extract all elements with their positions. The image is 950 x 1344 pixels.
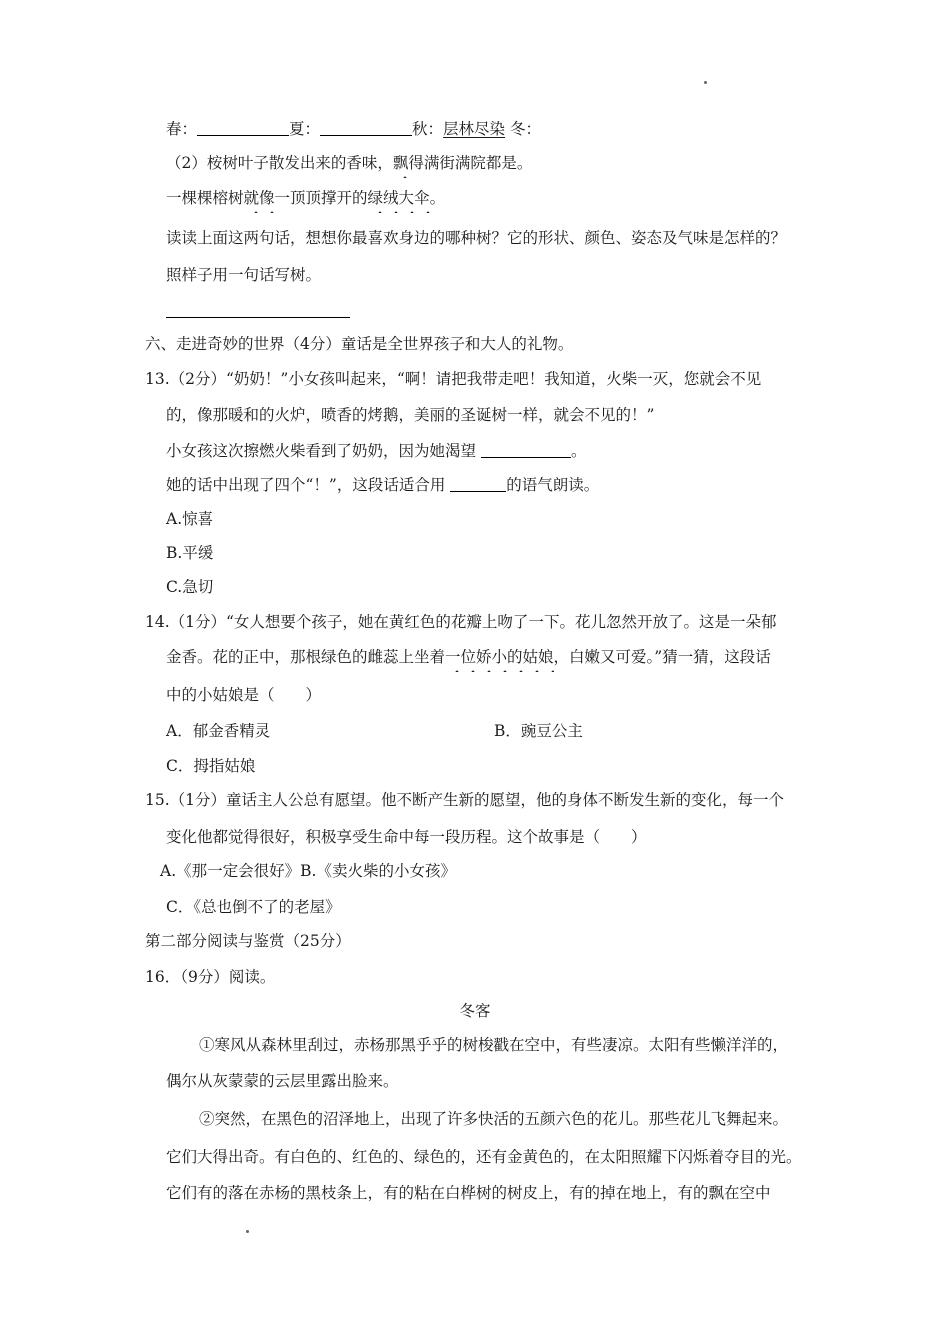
q13-blank-2[interactable] bbox=[450, 475, 506, 492]
paragraph-2-line-2: 它们大得出奇。有白色的、红色的、绿色的，还有金黄色的，在太阳照耀下闪烁着夺目的光。 bbox=[166, 1148, 802, 1166]
spring-label: 春： bbox=[166, 120, 198, 138]
dotted-word: 飘 bbox=[393, 154, 409, 178]
q16-header: 16．（9分）阅读。 bbox=[145, 968, 276, 986]
dotted-phrase: 一位娇小的姑娘 bbox=[445, 648, 554, 672]
q12-task-2: 照样子用一句话写树。 bbox=[166, 266, 322, 284]
passage-title: 冬客 bbox=[459, 1002, 491, 1020]
paragraph-2-line-3: 它们有的落在赤杨的黑枝条上，有的粘在白桦树的树皮上，有的掉在地上，有的飘在空中 bbox=[166, 1184, 771, 1202]
top-mark bbox=[704, 81, 707, 84]
part-2-heading: 第二部分阅读与鉴赏（25分） bbox=[145, 932, 351, 950]
bottom-mark bbox=[246, 1230, 249, 1233]
summer-blank bbox=[320, 119, 412, 136]
q14-option-a[interactable]: A．郁金香精灵 bbox=[166, 722, 271, 740]
q15-option-c[interactable]: C．《总也倒不了的老屋》 bbox=[166, 898, 341, 916]
q14-option-c[interactable]: C．拇指姑娘 bbox=[166, 757, 256, 775]
section-6-heading: 六、走进奇妙的世界（4分）童话是全世界孩子和大人的礼物。 bbox=[145, 335, 574, 353]
q14-option-b[interactable]: B．豌豆公主 bbox=[494, 722, 583, 740]
q15-line-1: 15.（1分）童话主人公总有愿望。他不断产生新的愿望，他的身体不断发生新的变化，每一个 bbox=[145, 791, 785, 809]
q14-line-2: 金香。花的正中，那根绿色的雌蕊上坐着一位娇小的姑娘，白嫩又可爱。”猜一猜，这段话 bbox=[166, 646, 771, 668]
winter-label: 冬： bbox=[510, 120, 542, 138]
q13-option-b[interactable]: B.平缓 bbox=[166, 544, 214, 562]
q15-line-2: 变化他都觉得很好，积极享受生命中每一段历程。这个故事是（ ） bbox=[166, 828, 647, 846]
autumn-answer: 层林尽染 bbox=[443, 120, 506, 138]
q14-line-3: 中的小姑娘是（ ） bbox=[166, 686, 322, 704]
dotted-word: 绿绒大伞 bbox=[368, 189, 430, 213]
q13-option-a[interactable]: A.惊喜 bbox=[166, 510, 214, 528]
q14-line-1: 14.（1分）“女人想要个孩子，她在黄红色的花瓣上吻了一下。花儿忽然开放了。这是一朵郁 bbox=[145, 613, 777, 631]
q13-line-1: 13.（2分）“奶奶！”小女孩叫起来，“啊！请把我带走吧！我知道，火柴一灭，您就会不见 bbox=[145, 370, 762, 388]
seasons-line bbox=[166, 118, 541, 140]
q13-option-c[interactable]: C.急切 bbox=[166, 578, 214, 596]
summer-label: 夏： bbox=[289, 120, 321, 138]
q12-answer-line[interactable] bbox=[166, 317, 350, 318]
q13-line-2: 的，像那暖和的火炉，喷香的烤鹅，美丽的圣诞树一样，就会不见的！” bbox=[166, 406, 655, 424]
autumn-label: 秋： bbox=[412, 120, 444, 138]
q13-line-3: 小女孩这次擦燃火柴看到了奶奶，因为她渴望 。 bbox=[166, 442, 587, 460]
paragraph-1-line-1: ①寒风从森林里刮过，赤杨那黑乎乎的树梭戳在空中，有些凄凉。太阳有些懒洋洋的， bbox=[199, 1036, 789, 1054]
paragraph-1-line-2: 偶尔从灰蒙蒙的云层里露出脸来。 bbox=[166, 1072, 399, 1090]
q12-sentence-3: 一棵棵榕树就像一顶顶撑开的绿绒大伞。 bbox=[166, 187, 445, 209]
q13-line-4: 她的话中出现了四个“！”，这段话适合用 的语气朗读。 bbox=[166, 476, 600, 494]
q12-task-1: 读读上面这两句话，想想你最喜欢身边的哪种树？它的形状、颜色、姿态及气味是怎样的？ bbox=[166, 229, 787, 247]
dotted-word: 就像 bbox=[244, 189, 275, 213]
spring-blank bbox=[197, 119, 289, 136]
paragraph-2-line-1: ②突然，在黑色的沼泽地上，出现了许多快活的五颜六色的花儿。那些花儿飞舞起来。 bbox=[199, 1110, 789, 1128]
q15-option-ab[interactable]: A.《那一定会很好》B.《卖火柴的小女孩》 bbox=[160, 862, 456, 880]
q13-blank-1[interactable] bbox=[481, 441, 571, 458]
q12-sentence-2: （2）桉树叶子散发出来的香味，飘得满街满院都是。 bbox=[166, 152, 532, 174]
